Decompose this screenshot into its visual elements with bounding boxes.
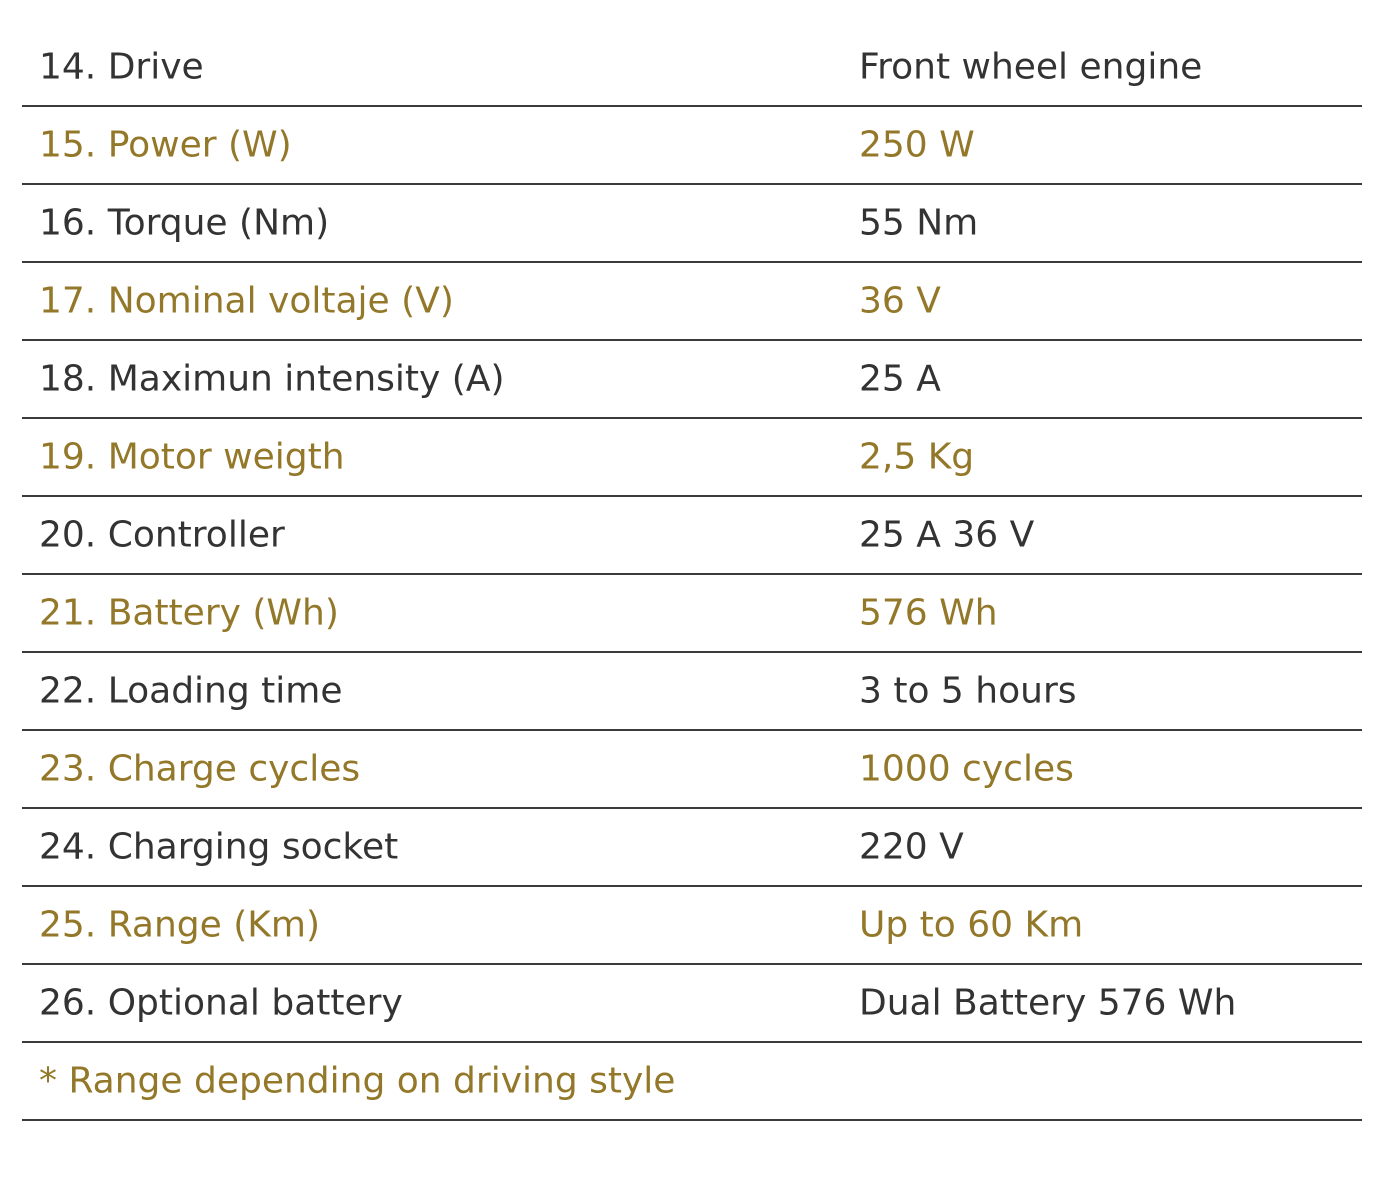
spec-row-drive	[22, 29, 1362, 107]
footnote-text: * Range depending on driving style	[39, 1060, 676, 1102]
spec-label: 15. Power (W)	[39, 124, 292, 166]
spec-value: 220 V	[859, 826, 964, 868]
spec-label: 16. Torque (Nm)	[39, 202, 330, 244]
spec-value: Dual Battery 576 Wh	[859, 982, 1237, 1024]
spec-row-nominal-voltage	[22, 263, 1362, 341]
spec-value: 55 Nm	[859, 202, 979, 244]
spec-label: 18. Maximun intensity (A)	[39, 358, 505, 400]
spec-label: 14. Drive	[39, 46, 204, 88]
spec-table	[22, 29, 1362, 1121]
spec-row-controller	[22, 497, 1362, 575]
spec-label: 22. Loading time	[39, 670, 343, 712]
spec-label: 21. Battery (Wh)	[39, 592, 339, 634]
spec-value: Up to 60 Km	[859, 904, 1084, 946]
spec-label: 24. Charging socket	[39, 826, 399, 868]
spec-row-charging-socket	[22, 809, 1362, 887]
spec-value: 2,5 Kg	[859, 436, 975, 478]
spec-value: 250 W	[859, 124, 975, 166]
spec-value: 25 A	[859, 358, 941, 400]
spec-row-power	[22, 107, 1362, 185]
spec-value: 25 A 36 V	[859, 514, 1035, 556]
spec-label: 26. Optional battery	[39, 982, 403, 1024]
spec-row-loading-time	[22, 653, 1362, 731]
spec-value: 3 to 5 hours	[859, 670, 1077, 712]
spec-label: 17. Nominal voltaje (V)	[39, 280, 454, 322]
spec-row-torque	[22, 185, 1362, 263]
spec-label: 23. Charge cycles	[39, 748, 361, 790]
spec-row-charge-cycles	[22, 731, 1362, 809]
spec-row-motor-weight	[22, 419, 1362, 497]
spec-value: 36 V	[859, 280, 941, 322]
spec-row-optional-battery	[22, 965, 1362, 1043]
spec-label: 25. Range (Km)	[39, 904, 321, 946]
spec-value: 1000 cycles	[859, 748, 1074, 790]
footnote-row	[22, 1043, 1362, 1121]
spec-row-max-intensity	[22, 341, 1362, 419]
spec-label: 20. Controller	[39, 514, 285, 556]
spec-label: 19. Motor weigth	[39, 436, 345, 478]
spec-value: Front wheel engine	[859, 46, 1203, 88]
spec-value: 576 Wh	[859, 592, 998, 634]
spec-row-battery	[22, 575, 1362, 653]
spec-row-range	[22, 887, 1362, 965]
